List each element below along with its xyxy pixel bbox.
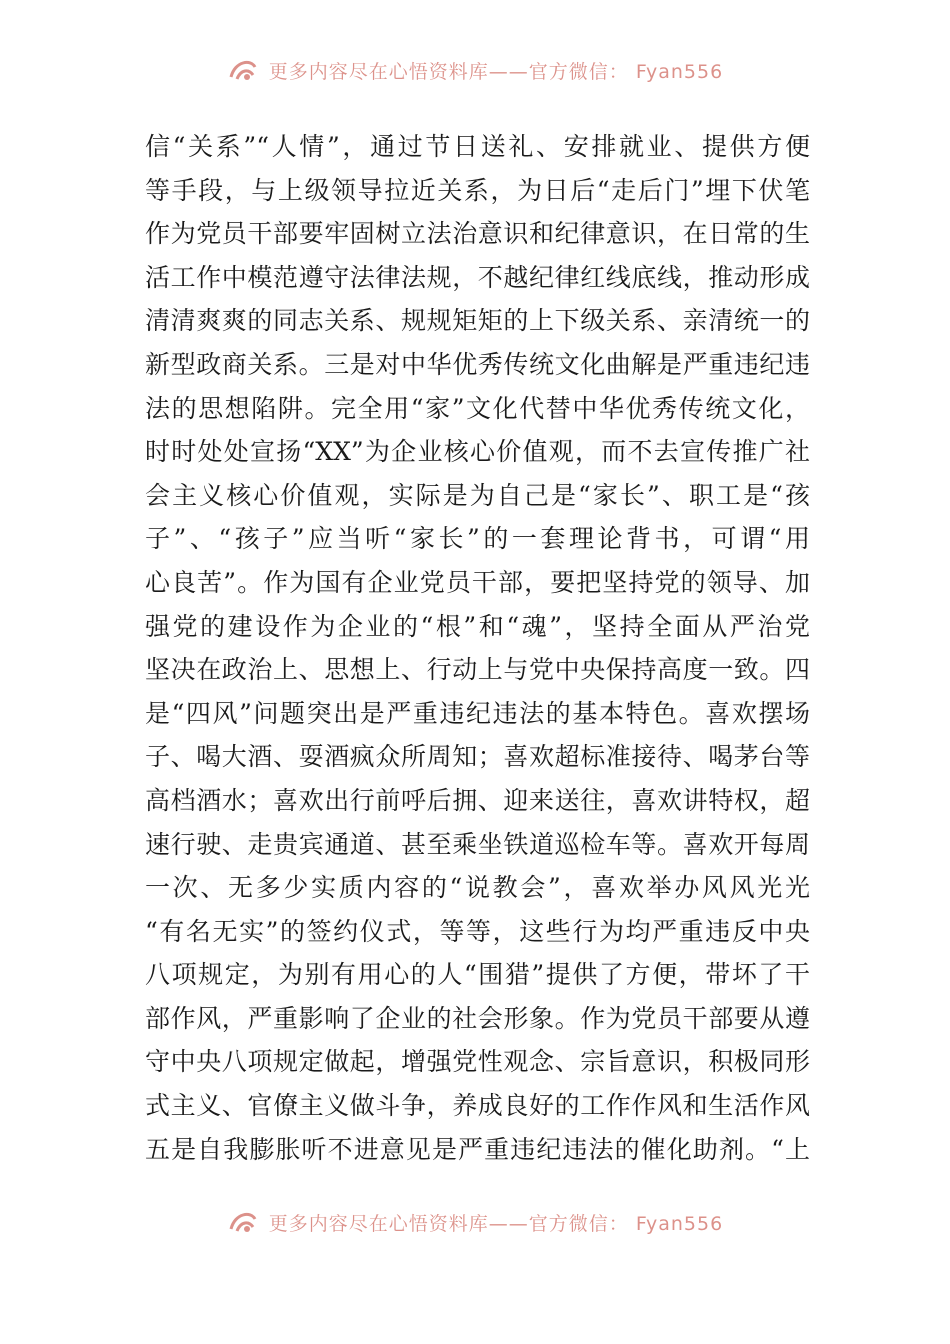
text-line: 法的思想陷阱。完全用“家”文化代替中华优秀传统文化，: [145, 393, 810, 423]
text-line: 是“四风”问题突出是严重违纪违法的基本特色。喜欢摆场: [145, 698, 810, 728]
text-line: 坚决在政治上、思想上、行动上与党中央保持高度一致。四: [145, 655, 810, 685]
brand-logo-icon: [227, 1207, 261, 1237]
text-line: 式主义、官僚主义做斗争，养成良好的工作作风和生活作风: [145, 1091, 810, 1121]
text-line: 部作风，严重影响了企业的社会形象。作为党员干部要从遵: [145, 1003, 810, 1033]
text-line: 清清爽爽的同志关系、规规矩矩的上下级关系、亲清统一的: [145, 306, 810, 336]
text-line: 等手段，与上级领导拉近关系，为日后“走后门”埋下伏笔: [145, 175, 810, 205]
text-line: “有名无实”的签约仪式，等等，这些行为均严重违反中央: [145, 916, 810, 946]
document-body: [145, 125, 810, 1171]
header-watermark: [0, 50, 950, 90]
header-watermark-text: 更多内容尽在心悟资料库——官方微信： Fyan556: [268, 60, 724, 83]
text-line: 速行驶、走贵宾通道、甚至乘坐铁道巡检车等。喜欢开每周: [145, 829, 810, 859]
text-line: 时时处处宣扬“XX”为企业核心价值观，而不去宣传推广社: [145, 437, 810, 467]
text-line: 心良苦”。作为国有企业党员干部，要把坚持党的领导、加: [145, 567, 810, 597]
text-line: 五是自我膨胀听不进意见是严重违纪违法的催化助剂。“上: [145, 1134, 810, 1164]
footer-watermark-text: 更多内容尽在心悟资料库——官方微信： Fyan556: [268, 1212, 724, 1235]
text-line: 子、喝大酒、耍酒疯众所周知；喜欢超标准接待、喝茅台等: [145, 742, 810, 772]
text-line: 强党的建设作为企业的“根”和“魂”，坚持全面从严治党: [145, 611, 810, 641]
text-line: 高档酒水；喜欢出行前呼后拥、迎来送往，喜欢讲特权，超: [145, 785, 810, 815]
text-line: 八项规定，为别有用心的人“围猎”提供了方便，带坏了干: [145, 960, 810, 990]
text-line: 一次、无多少实质内容的“说教会”，喜欢举办风风光光: [145, 873, 810, 903]
text-line: 活工作中模范遵守法律法规，不越纪律红线底线，推动形成: [145, 262, 810, 292]
text-line: 会主义核心价值观，实际是为自己是“家长”、职工是“孩: [145, 480, 810, 510]
footer-watermark: [0, 1202, 950, 1242]
text-line: 新型政商关系。三是对中华优秀传统文化曲解是严重违纪违: [145, 349, 810, 379]
text-line: 信“关系”“人情”，通过节日送礼、安排就业、提供方便: [145, 132, 810, 161]
text-line: 守中央八项规定做起，增强党性观念、宗旨意识，积极同形: [145, 1047, 810, 1077]
brand-logo-icon: [227, 55, 261, 85]
text-line: 子”、“孩子”应当听“家长”的一套理论背书，可谓“用: [145, 524, 810, 554]
text-line: 作为党员干部要牢固树立法治意识和纪律意识，在日常的生: [145, 219, 810, 249]
